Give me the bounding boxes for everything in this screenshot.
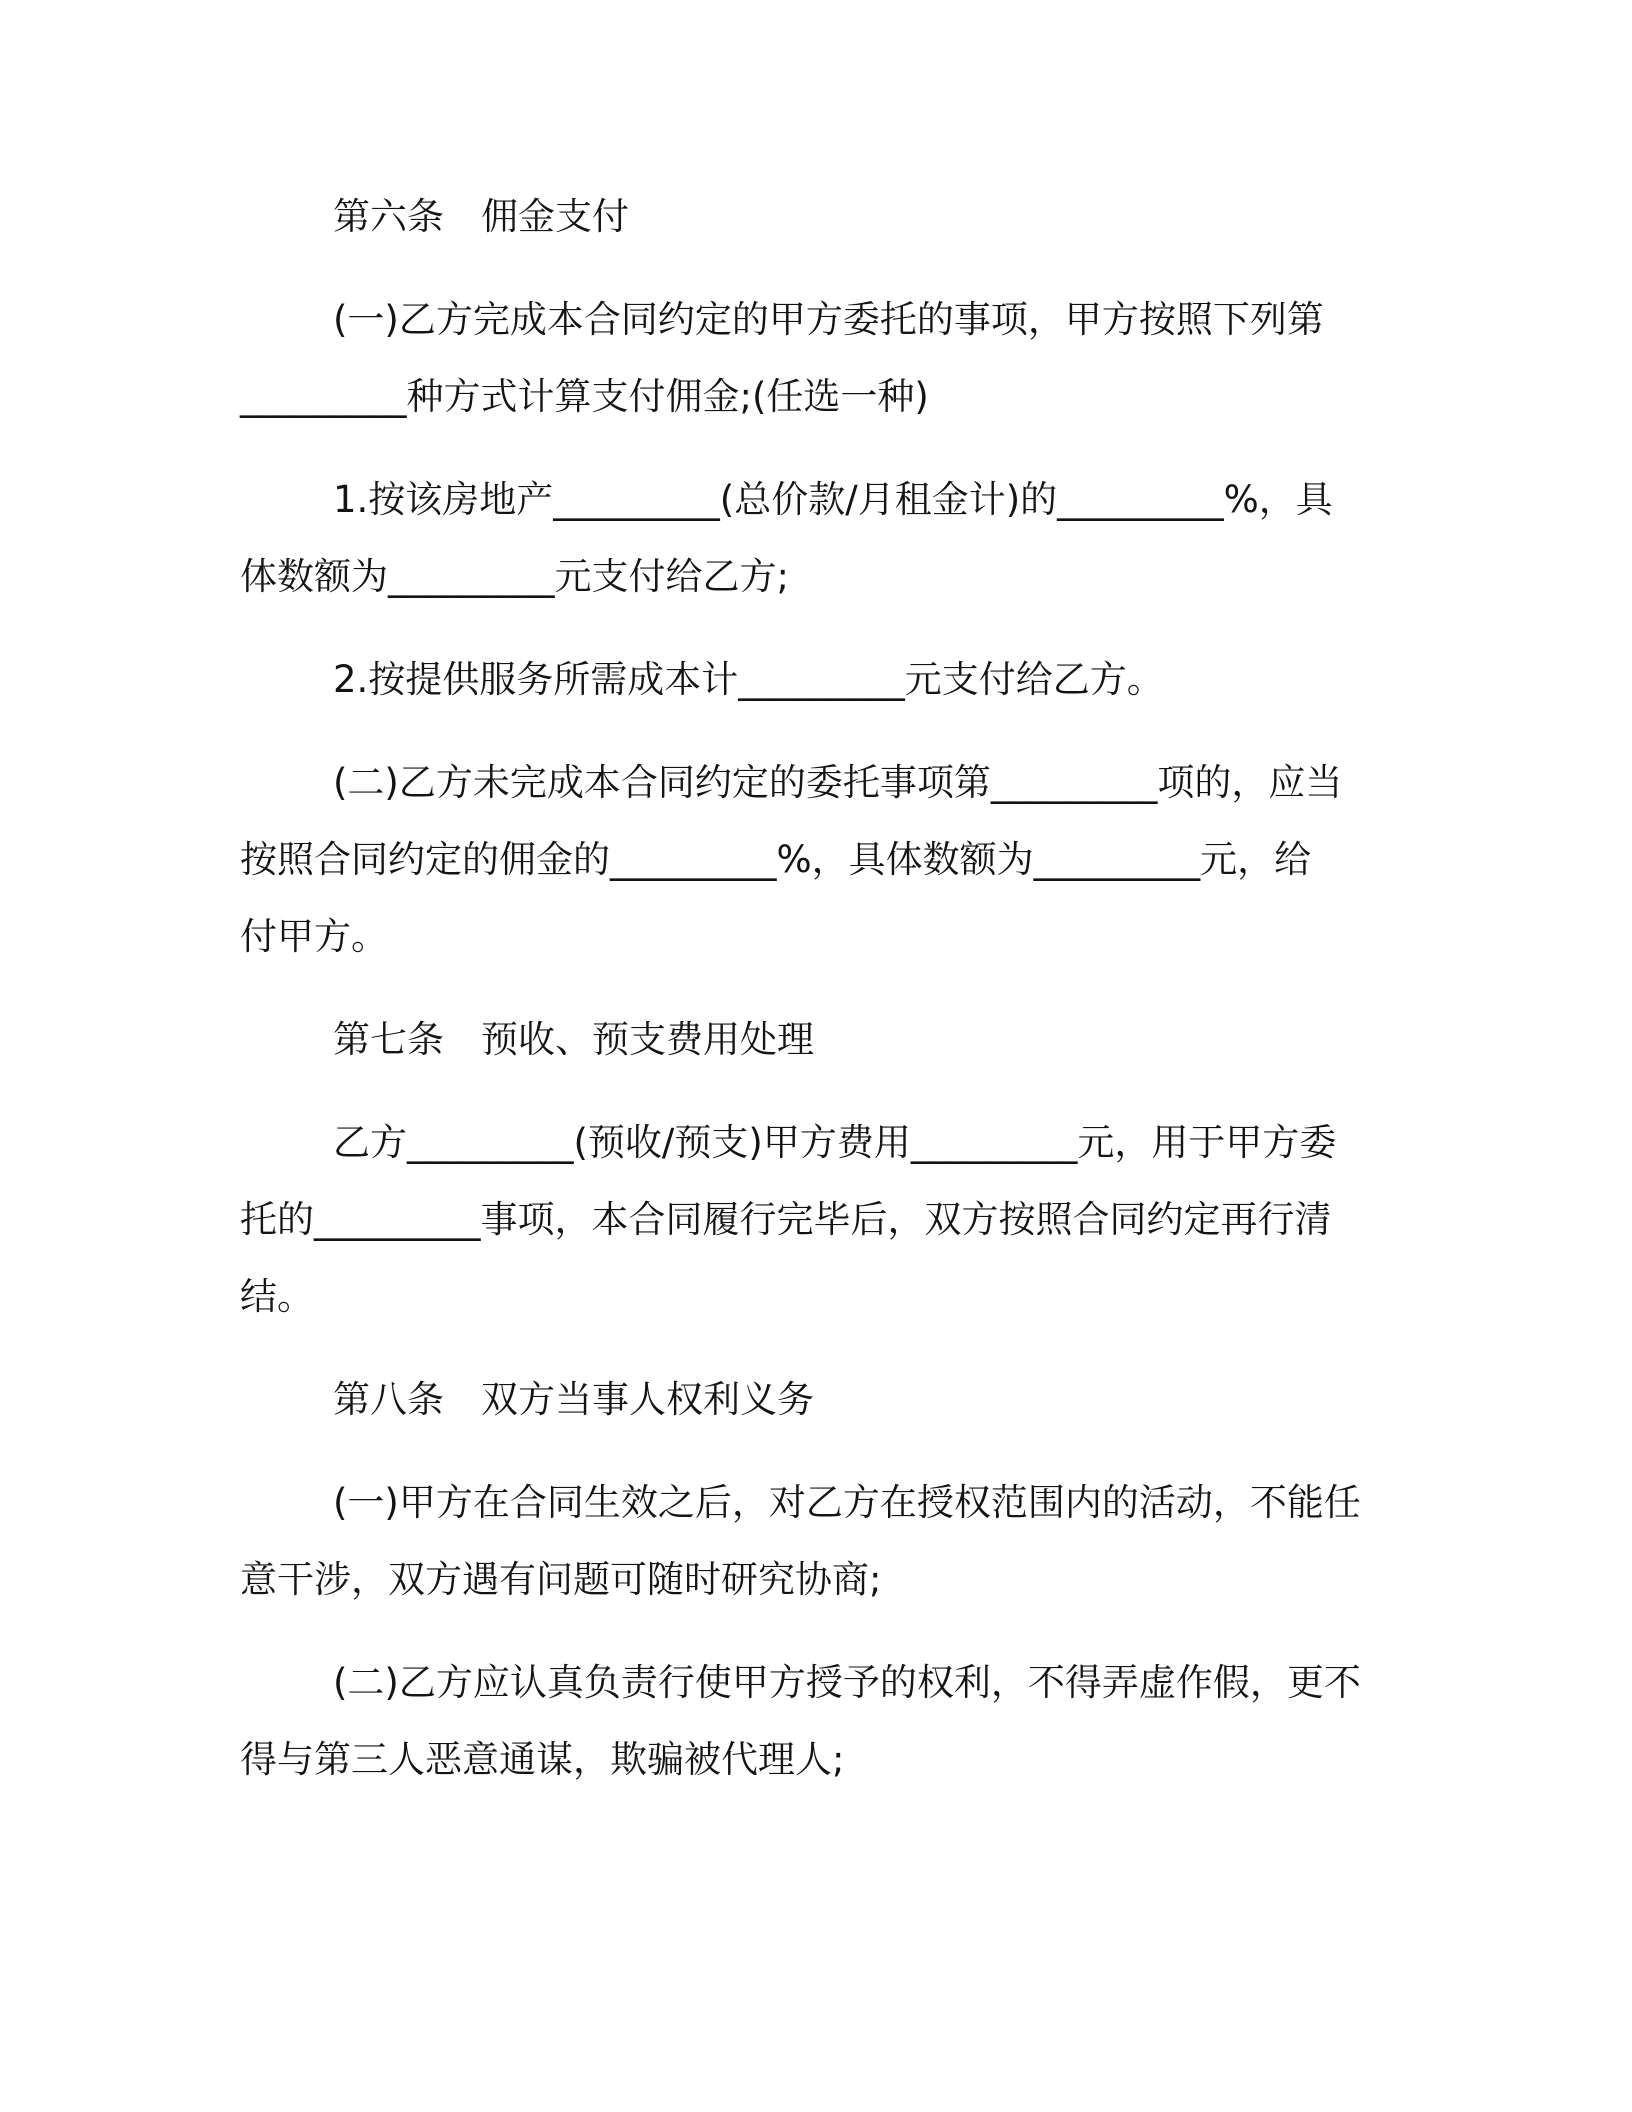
- article-8-clause-2: [240, 1644, 1480, 1798]
- paragraph-line: _________种方式计算支付佣金;(任选一种): [240, 375, 929, 418]
- article-6-clause-1: [240, 281, 1480, 435]
- article-6-clause-2: [240, 744, 1480, 975]
- paragraph-line: (二)乙方未完成本合同约定的委托事项第_________项的，应当: [333, 761, 1343, 804]
- article-6-heading: [240, 178, 1480, 255]
- paragraph-line: 体数额为_________元支付给乙方;: [240, 555, 789, 598]
- paragraph-line: 得与第三人恶意通谋，欺骗被代理人;: [240, 1738, 845, 1781]
- article-heading: 第七条 预收、预支费用处理: [333, 1018, 814, 1061]
- document-body: [240, 178, 1480, 1824]
- paragraph-line: 托的_________事项，本合同履行完毕后，双方按照合同约定再行清: [240, 1198, 1332, 1241]
- paragraph-line: 意干涉，双方遇有问题可随时研究协商;: [240, 1558, 882, 1601]
- paragraph-line: 1.按该房地产_________(总价款/月租金计)的_________%，具: [333, 478, 1333, 521]
- paragraph-line: (一)乙方完成本合同约定的甲方委托的事项，甲方按照下列第: [333, 298, 1324, 341]
- article-8-clause-1: [240, 1464, 1480, 1618]
- paragraph-line: 2.按提供服务所需成本计_________元支付给乙方。: [333, 658, 1164, 701]
- article-6-option-2: [240, 641, 1480, 718]
- article-8-heading: [240, 1361, 1480, 1438]
- article-heading: 第六条 佣金支付: [333, 195, 629, 238]
- paragraph-line: (二)乙方应认真负责行使甲方授予的权利，不得弄虚作假，更不: [333, 1661, 1361, 1704]
- article-heading: 第八条 双方当事人权利义务: [333, 1378, 814, 1421]
- article-7-clause-1: [240, 1104, 1480, 1335]
- paragraph-line: 乙方_________(预收/预支)甲方费用_________元，用于甲方委: [333, 1121, 1337, 1164]
- article-6-option-1: [240, 461, 1480, 615]
- article-6: [240, 178, 1480, 975]
- article-8: [240, 1361, 1480, 1798]
- paragraph-line: 付甲方。: [240, 915, 388, 958]
- paragraph-line: (一)甲方在合同生效之后，对乙方在授权范围内的活动，不能任: [333, 1481, 1361, 1524]
- article-7: [240, 1001, 1480, 1335]
- paragraph-line: 结。: [240, 1275, 314, 1318]
- paragraph-line: 按照合同约定的佣金的_________%，具体数额为_________元，给: [240, 838, 1312, 881]
- article-7-heading: [240, 1001, 1480, 1078]
